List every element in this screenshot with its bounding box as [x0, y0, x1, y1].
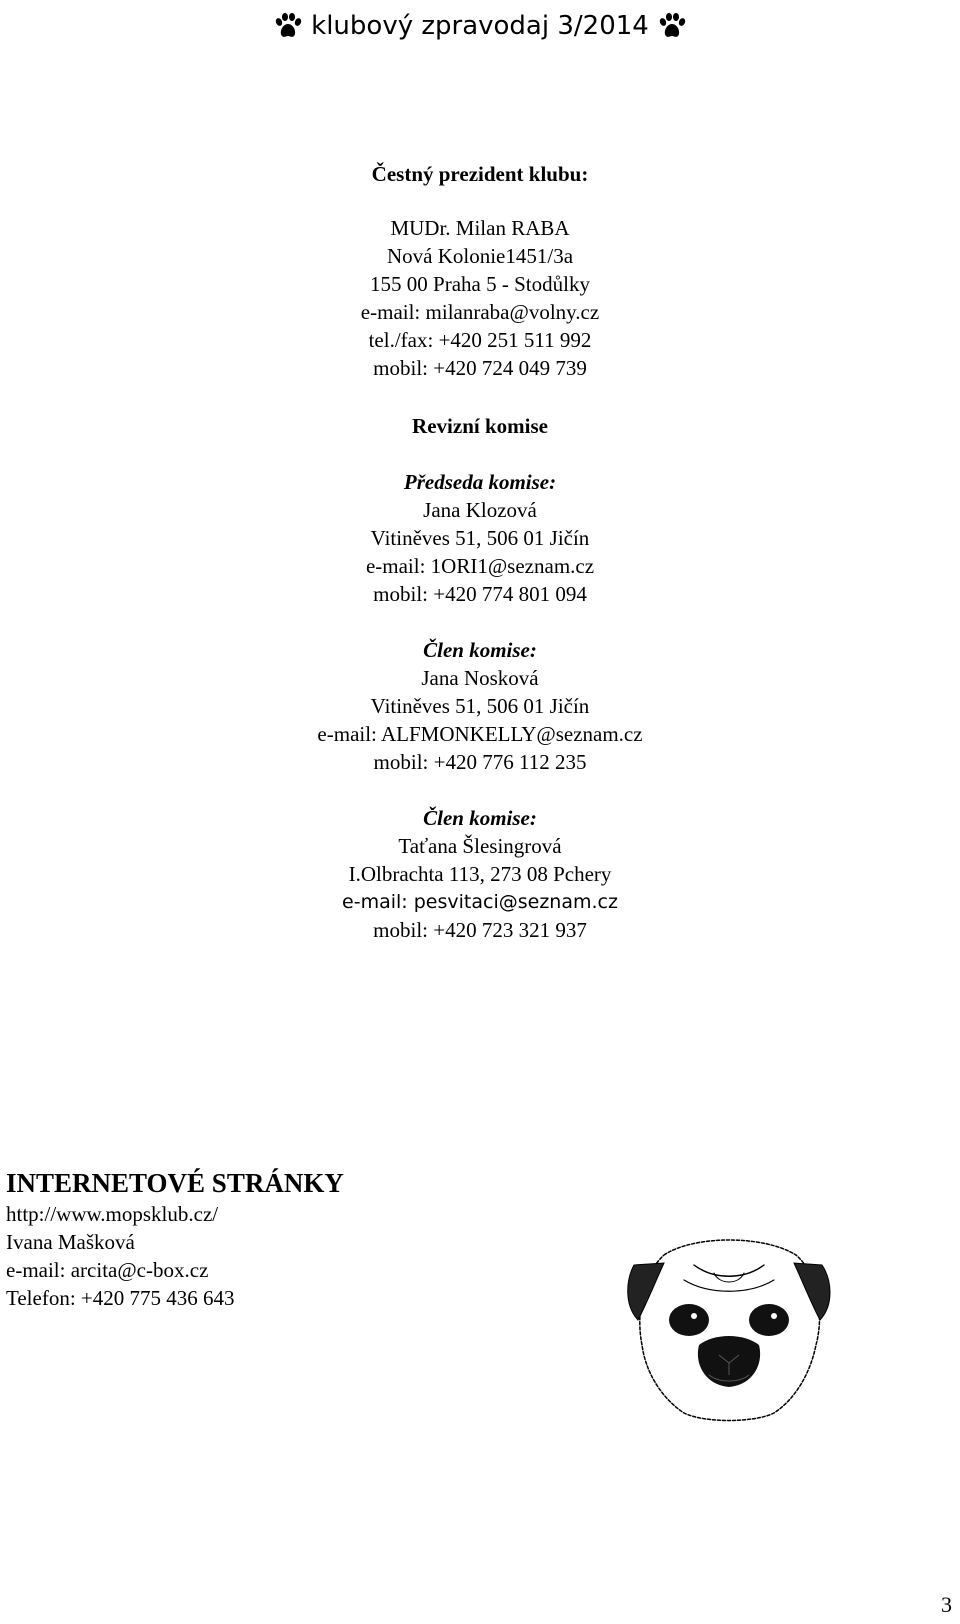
member2-address: I.Olbrachta 113, 273 08 Pchery	[348, 862, 612, 886]
audit-member-1	[0, 636, 960, 776]
audit-chair	[0, 468, 960, 608]
web-section	[6, 1166, 344, 1312]
member1-email: e-mail: ALFMONKELLY@seznam.cz	[317, 722, 643, 746]
member2-name: Taťana Šlesingrová	[398, 834, 562, 858]
pug-illustration	[624, 1225, 834, 1425]
web-url[interactable]: http://www.mopsklub.cz/	[6, 1202, 219, 1226]
chair-address: Vitiněves 51, 506 01 Jičín	[370, 526, 590, 550]
chair-label: Předseda komise:	[403, 470, 557, 494]
president-street: Nová Kolonie1451/3a	[386, 244, 574, 268]
member2-mobile: mobil: +420 723 321 937	[373, 918, 587, 942]
member1-mobile: mobil: +420 776 112 235	[373, 750, 587, 774]
audit-member-2	[0, 804, 960, 944]
web-contact-name: Ivana Mašková	[6, 1230, 135, 1254]
member2-email: e-mail: pesvitaci@seznam.cz	[342, 891, 618, 913]
page-number: 3	[941, 1592, 952, 1617]
president-name: MUDr. Milan RABA	[390, 216, 570, 240]
paw-icon	[657, 11, 687, 41]
member1-label: Člen komise:	[423, 638, 537, 662]
paw-icon	[273, 11, 303, 41]
president-phone: tel./fax: +420 251 511 992	[368, 328, 592, 352]
web-email: e-mail: arcita@c-box.cz	[6, 1258, 209, 1282]
chair-email: e-mail: 1ORI1@seznam.cz	[365, 554, 595, 578]
member1-name: Jana Nosková	[421, 666, 539, 690]
audit-heading-block	[0, 412, 960, 440]
chair-mobile: mobil: +420 774 801 094	[373, 582, 587, 606]
web-phone: Telefon: +420 775 436 643	[6, 1286, 235, 1310]
member2-label: Člen komise:	[423, 806, 537, 830]
president-mobile: mobil: +420 724 049 739	[373, 356, 587, 380]
chair-name: Jana Klozová	[423, 498, 537, 522]
president-heading: Čestný prezident klubu:	[371, 162, 589, 186]
president-contact	[0, 214, 960, 382]
president-email: e-mail: milanraba@volny.cz	[360, 300, 600, 324]
web-heading: INTERNETOVÉ STRÁNKY	[6, 1168, 344, 1198]
member1-address: Vitiněves 51, 506 01 Jičín	[370, 694, 590, 718]
page-header	[0, 4, 960, 48]
president-city: 155 00 Praha 5 - Stodůlky	[370, 272, 590, 296]
audit-heading: Revizní komise	[412, 414, 548, 438]
newsletter-title: klubový zpravodaj 3/2014	[311, 11, 649, 41]
president-section	[0, 160, 960, 188]
